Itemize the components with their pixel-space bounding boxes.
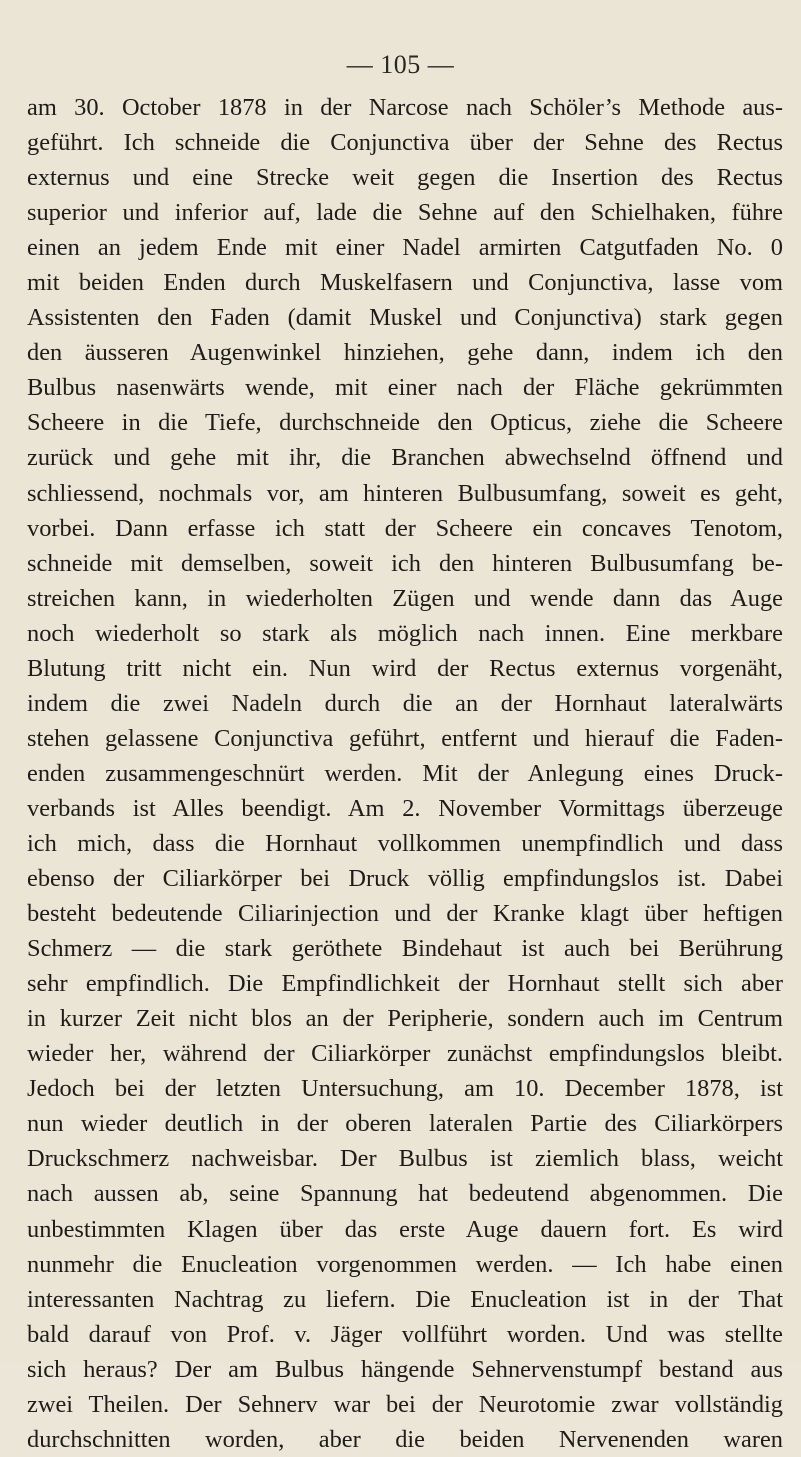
text-line: Druckschmerz nachweisbar. Der Bulbus ist ziemlich blass, weicht: [27, 1145, 783, 1173]
text-line: unbestimmten Klagen über das erste Auge dauern fort. Es wird: [27, 1215, 783, 1243]
text-line: nach aussen ab, seine Spannung hat bedeutend abgenommen. Die: [27, 1180, 783, 1208]
text-line: superior und inferior auf, lade die Sehne auf den Schielhaken, führe: [27, 199, 783, 227]
text-line: interessanten Nachtrag zu liefern. Die Enucleation ist in der That: [27, 1285, 783, 1313]
text-line: geführt. Ich schneide die Conjunctiva über der Sehne des Rectus: [27, 129, 783, 157]
text-line: bald darauf von Prof. v. Jäger vollführt worden. Und was stellte: [27, 1320, 783, 1348]
text-line: sehr empfindlich. Die Empfindlichkeit der Hornhaut stellt sich aber: [27, 970, 783, 998]
text-line: Blutung tritt nicht ein. Nun wird der Rectus externus vorgenäht,: [27, 654, 783, 682]
body-text: [27, 90, 783, 1457]
text-line: vorbei. Dann erfasse ich statt der Scheere ein concaves Tenotom,: [27, 514, 783, 542]
text-line: indem die zwei Nadeln durch die an der Hornhaut lateralwärts: [27, 689, 783, 717]
text-line: noch wiederholt so stark als möglich nach innen. Eine merkbare: [27, 619, 783, 647]
text-line: Scheere in die Tiefe, durchschneide den Opticus, ziehe die Scheere: [27, 409, 783, 437]
text-line: Jedoch bei der letzten Untersuchung, am 10. December 1878, ist: [27, 1075, 783, 1103]
text-line: einen an jedem Ende mit einer Nadel armirten Catgutfaden No. 0: [27, 234, 783, 262]
text-line: enden zusammengeschnürt werden. Mit der Anlegung eines Druck-: [27, 759, 783, 787]
text-line: externus und eine Strecke weit gegen die Insertion des Rectus: [27, 164, 783, 192]
text-line: mit beiden Enden durch Muskelfasern und Conjunctiva, lasse vom: [27, 269, 783, 297]
text-line: zwei Theilen. Der Sehnerv war bei der Neurotomie zwar vollständig: [27, 1390, 783, 1418]
text-line: ich mich, dass die Hornhaut vollkommen unempfindlich und dass: [27, 829, 783, 857]
text-line: am 30. October 1878 in der Narcose nach Schöler’s Methode aus-: [27, 94, 783, 121]
text-line: nunmehr die Enucleation vorgenommen werden. — Ich habe einen: [27, 1250, 783, 1278]
text-line: ebenso der Ciliarkörper bei Druck völlig empfindungslos ist. Dabei: [27, 865, 783, 893]
text-line: Bulbus nasenwärts wende, mit einer nach der Fläche gekrümmten: [27, 374, 783, 402]
text-line: schliessend, nochmals vor, am hinteren Bulbusumfang, soweit es geht,: [27, 479, 783, 507]
text-line: wieder her, während der Ciliarkörper zunächst empfindungslos bleibt.: [27, 1040, 783, 1068]
text-line: streichen kann, in wiederholten Zügen und wende dann das Auge: [27, 584, 783, 612]
text-line: in kurzer Zeit nicht blos an der Peripherie, sondern auch im Centrum: [27, 1005, 783, 1033]
page-number-header: — 105 —: [346, 50, 455, 79]
text-line: den äusseren Augenwinkel hinziehen, gehe dann, indem ich den: [27, 339, 783, 367]
text-line: sich heraus? Der am Bulbus hängende Sehnervenstumpf bestand aus: [27, 1355, 783, 1383]
text-line: stehen gelassene Conjunctiva geführt, entfernt und hierauf die Faden-: [27, 724, 783, 752]
text-line: nun wieder deutlich in der oberen lateralen Partie des Ciliarkörpers: [27, 1110, 783, 1138]
text-line: Schmerz — die stark geröthete Bindehaut ist auch bei Berührung: [27, 935, 783, 963]
text-line: besteht bedeutende Ciliarinjection und der Kranke klagt über heftigen: [27, 900, 783, 928]
text-line: schneide mit demselben, soweit ich den hinteren Bulbusumfang be-: [27, 549, 783, 577]
text-line: durchschnitten worden, aber die beiden Nervenenden waren: [27, 1425, 783, 1453]
text-line: verbands ist Alles beendigt. Am 2. November Vormittags überzeuge: [27, 794, 783, 822]
text-line: zurück und gehe mit ihr, die Branchen abwechselnd öffnend und: [27, 444, 783, 472]
text-line: Assistenten den Faden (damit Muskel und Conjunctiva) stark gegen: [27, 304, 783, 332]
